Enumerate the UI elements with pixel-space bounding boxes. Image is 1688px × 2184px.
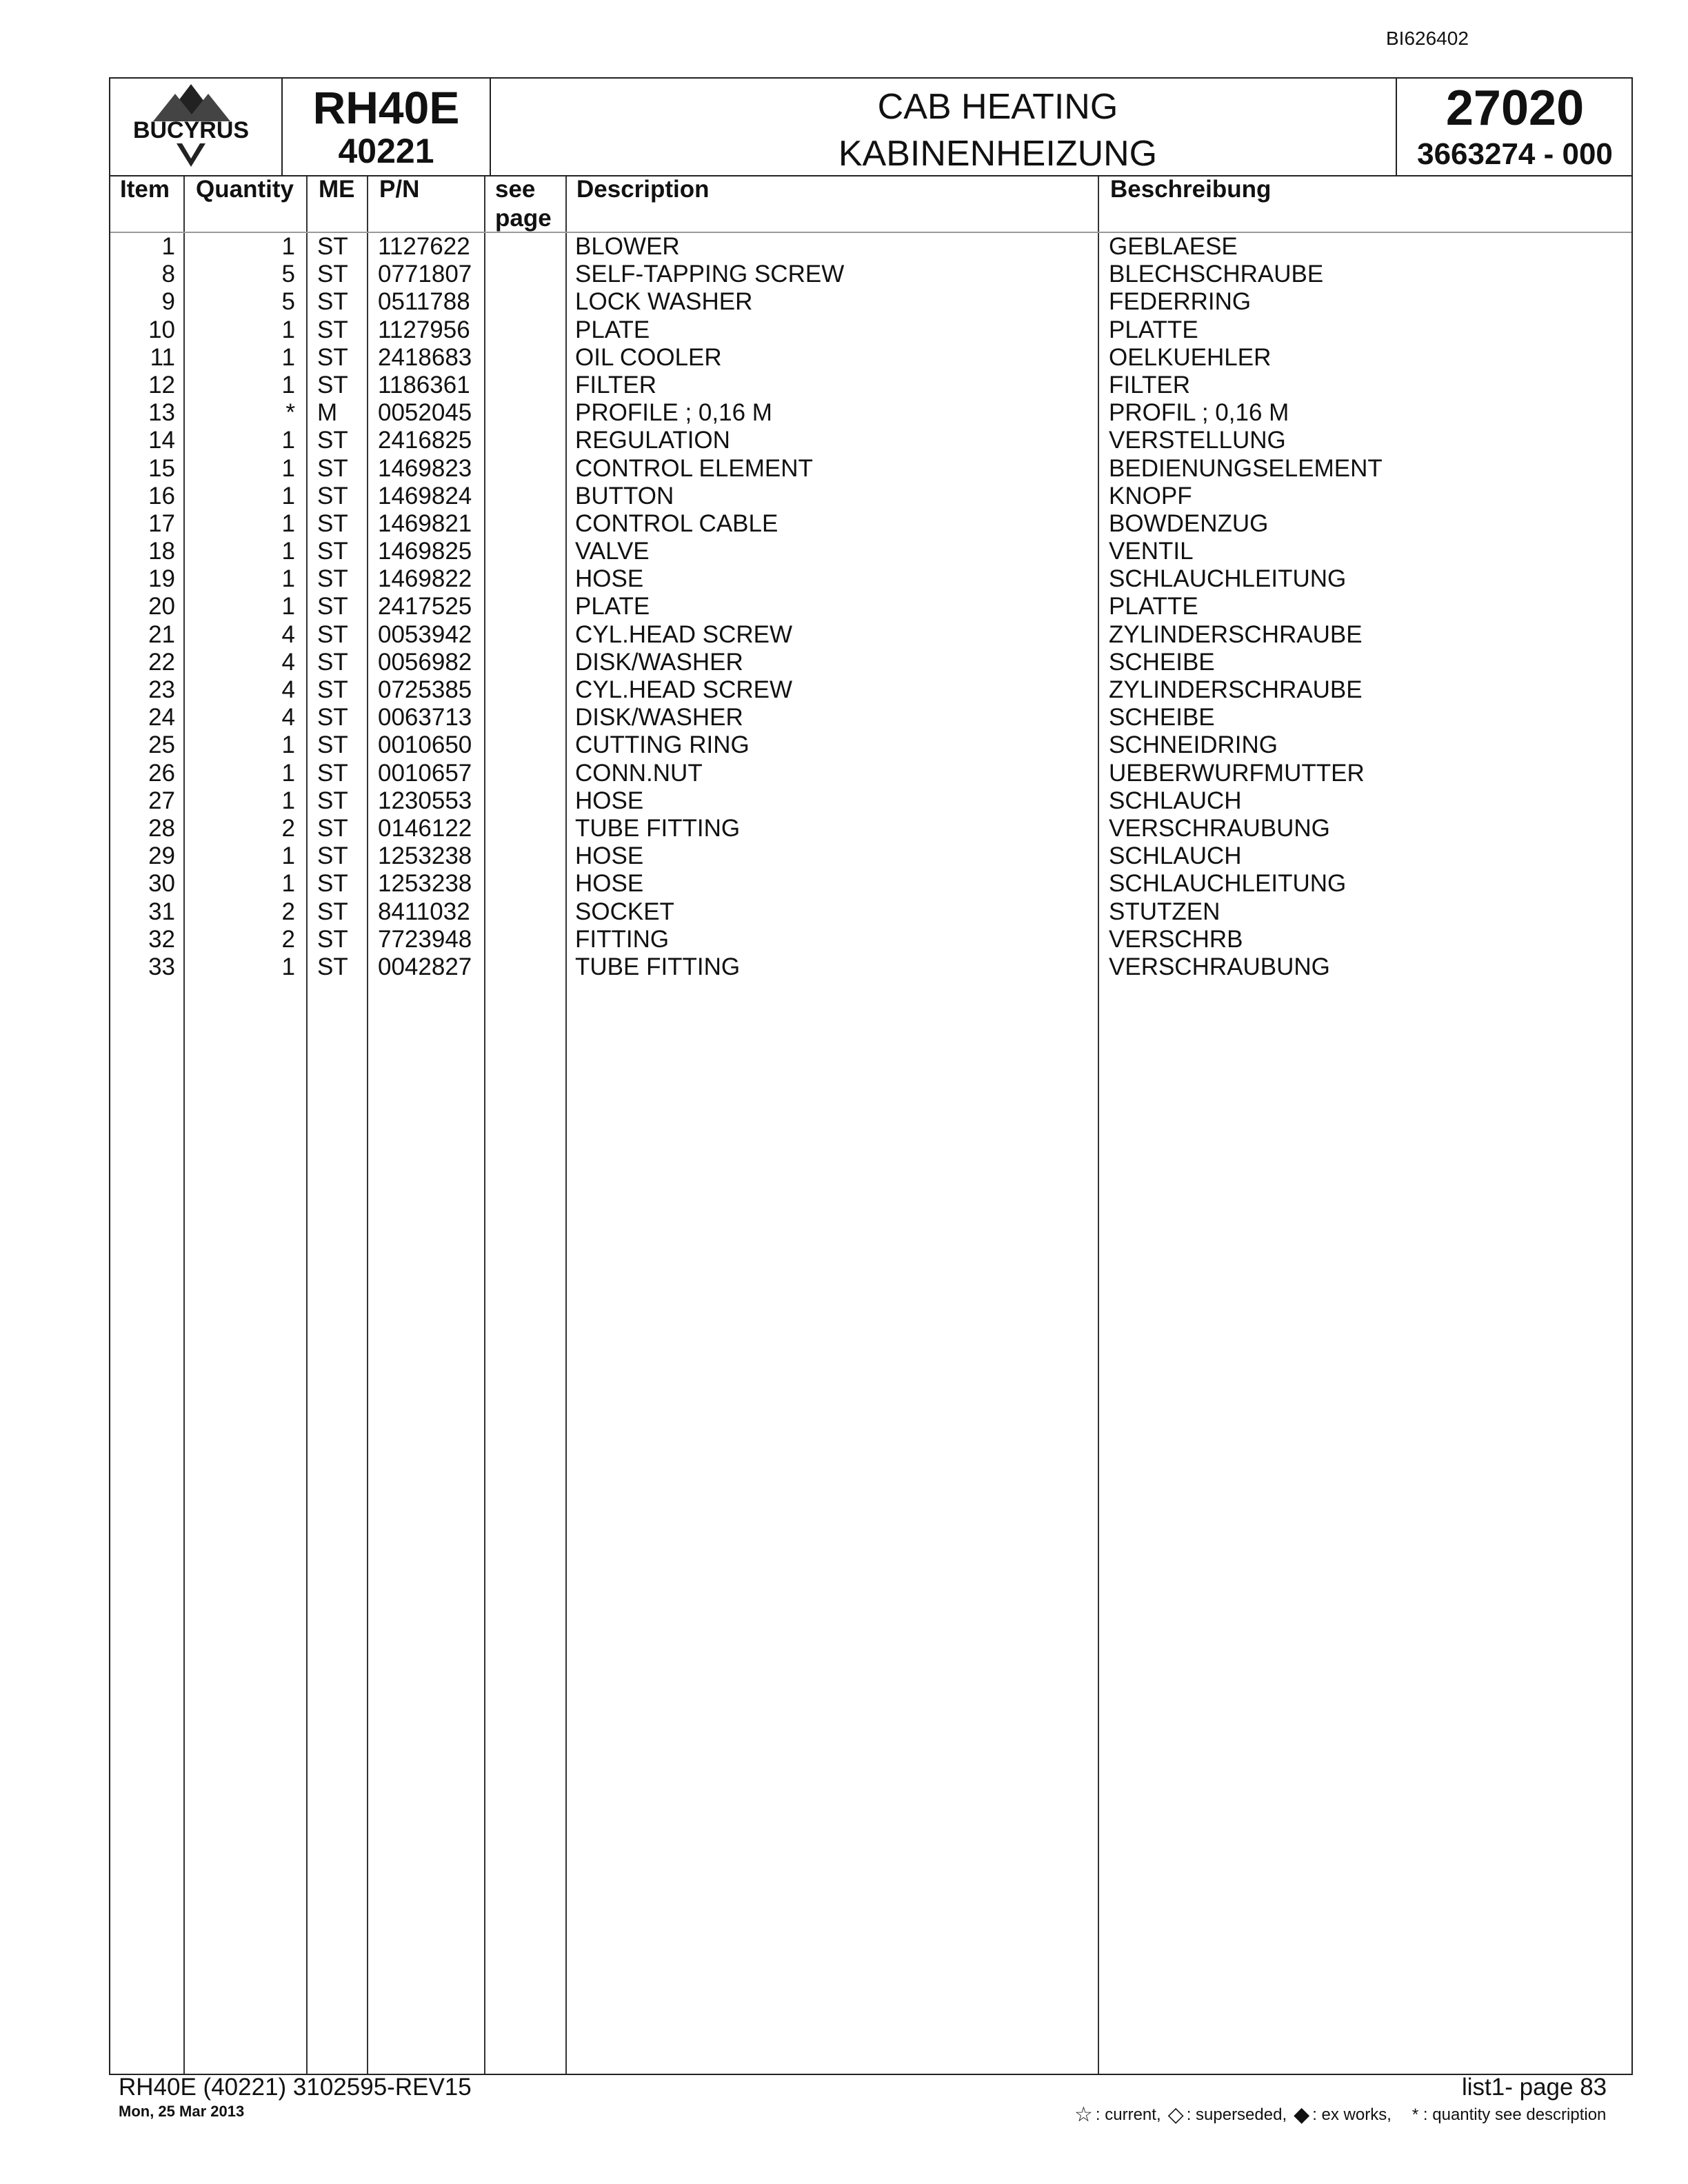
table-row bbox=[110, 898, 1634, 926]
column-header-pn: P/N bbox=[379, 176, 420, 203]
parts-table-body bbox=[110, 233, 1634, 981]
cell-part-number: 1186361 bbox=[378, 371, 470, 398]
cell-me: ST bbox=[317, 953, 348, 980]
cell-beschreibung: ZYLINDERSCHRAUBE bbox=[1109, 620, 1363, 648]
cell-part-number: 1253238 bbox=[378, 842, 472, 870]
document-id: BI626402 bbox=[1386, 28, 1469, 49]
cell-item: 8 bbox=[161, 261, 175, 288]
cell-part-number: 2417525 bbox=[378, 593, 472, 620]
diamond-filled-icon: ◆ bbox=[1294, 2103, 1310, 2126]
cell-part-number: 1469822 bbox=[378, 565, 472, 593]
cell-beschreibung: SCHLAUCH bbox=[1109, 842, 1242, 870]
cell-beschreibung: SCHLAUCHLEITUNG bbox=[1109, 870, 1347, 898]
cell-part-number: 0052045 bbox=[378, 399, 472, 427]
cell-beschreibung: PLATTE bbox=[1109, 316, 1198, 343]
cell-description: BLOWER bbox=[575, 233, 680, 260]
cell-description: CUTTING RING bbox=[575, 731, 750, 759]
cell-item: 25 bbox=[148, 731, 175, 759]
cell-description: OIL COOLER bbox=[575, 343, 722, 371]
page-title-german: KABINENHEIZUNG bbox=[838, 134, 1158, 174]
cell-beschreibung: FEDERRING bbox=[1109, 288, 1252, 316]
cell-description: CONTROL CABLE bbox=[575, 509, 778, 537]
cell-item: 20 bbox=[148, 593, 175, 620]
bucyrus-logo bbox=[117, 81, 265, 171]
cell-beschreibung: SCHEIBE bbox=[1109, 704, 1215, 731]
cell-quantity: 1 bbox=[281, 787, 295, 814]
cell-item: 22 bbox=[148, 648, 175, 676]
cell-beschreibung: VENTIL bbox=[1109, 538, 1194, 565]
column-header-see-page: see bbox=[495, 176, 536, 203]
cell-item: 11 bbox=[150, 343, 175, 371]
cell-quantity: 1 bbox=[281, 427, 295, 454]
cell-description: HOSE bbox=[575, 842, 644, 870]
cell-item: 32 bbox=[148, 925, 175, 953]
cell-beschreibung: BLECHSCHRAUBE bbox=[1109, 261, 1324, 288]
cell-part-number: 0010657 bbox=[378, 759, 472, 787]
cell-description: SELF-TAPPING SCREW bbox=[575, 261, 845, 288]
table-row bbox=[110, 510, 1634, 538]
legend-ex-works: : ex works, bbox=[1312, 2105, 1391, 2124]
table-row bbox=[110, 649, 1634, 676]
model-name: RH40E bbox=[312, 82, 460, 133]
cell-beschreibung: GEBLAESE bbox=[1109, 233, 1238, 260]
parts-list-frame bbox=[109, 77, 1633, 2075]
diamond-outline-icon: ◇ bbox=[1167, 2103, 1184, 2126]
cell-beschreibung: STUTZEN bbox=[1109, 898, 1220, 925]
table-row bbox=[110, 565, 1634, 593]
cell-part-number: 0511788 bbox=[378, 288, 470, 316]
cell-me: ST bbox=[317, 593, 348, 620]
cell-description: FILTER bbox=[575, 371, 656, 398]
cell-part-number: 0056982 bbox=[378, 648, 472, 676]
table-row bbox=[110, 399, 1634, 427]
cell-part-number: 7723948 bbox=[378, 925, 472, 953]
table-row bbox=[110, 815, 1634, 842]
page-title-english: CAB HEATING bbox=[877, 87, 1118, 127]
part-reference: 3663274 - 000 bbox=[1417, 137, 1613, 171]
cell-quantity: 4 bbox=[281, 620, 295, 648]
cell-beschreibung: VERSCHRAUBUNG bbox=[1109, 953, 1330, 980]
cell-beschreibung: VERSTELLUNG bbox=[1109, 427, 1286, 454]
footer-document-reference: RH40E (40221) 3102595-REV15 bbox=[119, 2074, 472, 2101]
cell-item: 12 bbox=[148, 371, 175, 398]
cell-beschreibung: SCHNEIDRING bbox=[1109, 731, 1278, 759]
column-header-item: Item bbox=[120, 176, 170, 203]
table-row bbox=[110, 288, 1634, 316]
cell-description: PLATE bbox=[575, 593, 650, 620]
cell-quantity: 1 bbox=[281, 343, 295, 371]
legend-quantity: * : quantity see description bbox=[1411, 2105, 1607, 2124]
cell-me: ST bbox=[317, 925, 348, 953]
cell-part-number: 1469824 bbox=[378, 482, 472, 509]
cell-description: CONTROL ELEMENT bbox=[575, 454, 813, 482]
cell-quantity: 1 bbox=[281, 509, 295, 537]
cell-me: ST bbox=[317, 676, 348, 703]
cell-item: 9 bbox=[161, 288, 175, 316]
cell-item: 21 bbox=[148, 620, 175, 648]
cell-quantity: 1 bbox=[281, 316, 295, 343]
cell-me: ST bbox=[317, 620, 348, 648]
cell-me: ST bbox=[317, 343, 348, 371]
model-number: 40221 bbox=[338, 132, 434, 170]
cell-quantity: 1 bbox=[281, 731, 295, 759]
cell-quantity: * bbox=[285, 399, 295, 427]
cell-part-number: 0042827 bbox=[378, 953, 472, 980]
cell-part-number: 0771807 bbox=[378, 261, 472, 288]
cell-beschreibung: SCHEIBE bbox=[1109, 648, 1215, 676]
cell-part-number: 1127956 bbox=[378, 316, 470, 343]
cell-quantity: 1 bbox=[281, 565, 295, 593]
cell-part-number: 1469825 bbox=[378, 538, 472, 565]
cell-description: CYL.HEAD SCREW bbox=[575, 676, 793, 703]
cell-beschreibung: FILTER bbox=[1109, 371, 1190, 398]
cell-me: ST bbox=[317, 842, 348, 870]
cell-beschreibung: PROFIL ; 0,16 M bbox=[1109, 399, 1289, 427]
cell-beschreibung: UEBERWURFMUTTER bbox=[1109, 759, 1365, 787]
cell-item: 19 bbox=[148, 565, 175, 593]
cell-item: 26 bbox=[148, 759, 175, 787]
cell-me: ST bbox=[317, 870, 348, 898]
column-header-see-page: page bbox=[495, 205, 552, 232]
svg-text:BUCYRUS: BUCYRUS bbox=[132, 117, 250, 143]
table-row bbox=[110, 953, 1634, 981]
column-header-quantity: Quantity bbox=[196, 176, 294, 203]
cell-item: 30 bbox=[148, 870, 175, 898]
cell-me: ST bbox=[317, 288, 348, 316]
cell-part-number: 1469823 bbox=[378, 454, 472, 482]
table-row bbox=[110, 676, 1634, 704]
table-row bbox=[110, 760, 1634, 787]
cell-quantity: 2 bbox=[281, 814, 295, 842]
cell-part-number: 0053942 bbox=[378, 620, 472, 648]
cell-description: TUBE FITTING bbox=[575, 814, 741, 842]
cell-quantity: 2 bbox=[281, 925, 295, 953]
cell-quantity: 1 bbox=[281, 870, 295, 898]
cell-item: 24 bbox=[148, 704, 175, 731]
cell-description: SOCKET bbox=[575, 898, 674, 925]
cell-part-number: 1127622 bbox=[378, 233, 470, 260]
table-row bbox=[110, 593, 1634, 620]
cell-description: HOSE bbox=[575, 565, 644, 593]
column-header-description: Description bbox=[576, 176, 710, 203]
cell-beschreibung: SCHLAUCH bbox=[1109, 787, 1242, 814]
cell-me: ST bbox=[317, 898, 348, 925]
table-row bbox=[110, 344, 1634, 372]
cell-beschreibung: OELKUEHLER bbox=[1109, 343, 1272, 371]
cell-part-number: 0010650 bbox=[378, 731, 472, 759]
table-row bbox=[110, 261, 1634, 288]
table-row bbox=[110, 704, 1634, 731]
cell-description: PLATE bbox=[575, 316, 650, 343]
cell-description: HOSE bbox=[575, 787, 644, 814]
table-row bbox=[110, 787, 1634, 815]
cell-description: VALVE bbox=[575, 538, 650, 565]
cell-description: PROFILE ; 0,16 M bbox=[575, 399, 772, 427]
cell-description: CYL.HEAD SCREW bbox=[575, 620, 793, 648]
cell-quantity: 5 bbox=[281, 288, 295, 316]
cell-part-number: 0725385 bbox=[378, 676, 472, 703]
cell-me: ST bbox=[317, 565, 348, 593]
table-row bbox=[110, 427, 1634, 454]
cell-item: 17 bbox=[148, 509, 175, 537]
cell-beschreibung: BEDIENUNGSELEMENT bbox=[1109, 454, 1383, 482]
cell-me: M bbox=[317, 399, 338, 427]
cell-part-number: 1230553 bbox=[378, 787, 472, 814]
cell-description: REGULATION bbox=[575, 427, 730, 454]
cell-part-number: 1253238 bbox=[378, 870, 472, 898]
cell-part-number: 1469821 bbox=[378, 509, 472, 537]
cell-description: CONN.NUT bbox=[575, 759, 703, 787]
cell-me: ST bbox=[317, 233, 348, 260]
column-header-me: ME bbox=[319, 176, 355, 203]
legend-superseded: : superseded, bbox=[1186, 2105, 1287, 2124]
cell-me: ST bbox=[317, 454, 348, 482]
group-number: 27020 bbox=[1445, 81, 1585, 136]
cell-description: FITTING bbox=[575, 925, 670, 953]
cell-quantity: 4 bbox=[281, 676, 295, 703]
table-row bbox=[110, 233, 1634, 261]
cell-me: ST bbox=[317, 316, 348, 343]
cell-item: 29 bbox=[148, 842, 175, 870]
cell-item: 15 bbox=[148, 454, 175, 482]
cell-quantity: 1 bbox=[281, 233, 295, 260]
cell-description: TUBE FITTING bbox=[575, 953, 741, 980]
cell-part-number: 8411032 bbox=[378, 898, 470, 925]
cell-me: ST bbox=[317, 371, 348, 398]
cell-description: DISK/WASHER bbox=[575, 704, 743, 731]
cell-beschreibung: VERSCHRB bbox=[1109, 925, 1243, 953]
cell-item: 14 bbox=[148, 427, 175, 454]
cell-me: ST bbox=[317, 814, 348, 842]
footer-legend bbox=[1067, 2103, 1606, 2127]
cell-item: 1 bbox=[161, 233, 175, 260]
cell-me: ST bbox=[317, 509, 348, 537]
cell-quantity: 1 bbox=[281, 454, 295, 482]
table-row bbox=[110, 870, 1634, 898]
cell-beschreibung: BOWDENZUG bbox=[1109, 509, 1269, 537]
cell-item: 10 bbox=[148, 316, 175, 343]
table-row bbox=[110, 455, 1634, 483]
cell-quantity: 5 bbox=[281, 261, 295, 288]
cell-quantity: 1 bbox=[281, 953, 295, 980]
cell-part-number: 0063713 bbox=[378, 704, 472, 731]
cell-quantity: 1 bbox=[281, 482, 295, 509]
table-row bbox=[110, 538, 1634, 565]
cell-beschreibung: ZYLINDERSCHRAUBE bbox=[1109, 676, 1363, 703]
cell-beschreibung: SCHLAUCHLEITUNG bbox=[1109, 565, 1347, 593]
cell-me: ST bbox=[317, 787, 348, 814]
cell-item: 23 bbox=[148, 676, 175, 703]
cell-me: ST bbox=[317, 704, 348, 731]
cell-quantity: 1 bbox=[281, 593, 295, 620]
cell-part-number: 2418683 bbox=[378, 343, 472, 371]
cell-me: ST bbox=[317, 427, 348, 454]
cell-item: 13 bbox=[148, 399, 175, 427]
cell-quantity: 2 bbox=[281, 898, 295, 925]
table-row bbox=[110, 842, 1634, 870]
cell-beschreibung: PLATTE bbox=[1109, 593, 1198, 620]
cell-item: 31 bbox=[148, 898, 175, 925]
cell-me: ST bbox=[317, 261, 348, 288]
column-header-beschreibung: Beschreibung bbox=[1110, 176, 1272, 203]
cell-description: BUTTON bbox=[575, 482, 674, 509]
cell-beschreibung: KNOPF bbox=[1109, 482, 1192, 509]
cell-me: ST bbox=[317, 731, 348, 759]
cell-item: 18 bbox=[148, 538, 175, 565]
table-row bbox=[110, 372, 1634, 399]
table-row bbox=[110, 621, 1634, 649]
legend-current: : current, bbox=[1095, 2105, 1161, 2124]
cell-quantity: 4 bbox=[281, 648, 295, 676]
cell-me: ST bbox=[317, 759, 348, 787]
cell-beschreibung: VERSCHRAUBUNG bbox=[1109, 814, 1330, 842]
cell-description: HOSE bbox=[575, 870, 644, 898]
table-row bbox=[110, 316, 1634, 344]
footer-page-number: list1- page 83 bbox=[1462, 2074, 1607, 2101]
cell-item: 16 bbox=[148, 482, 175, 509]
table-row bbox=[110, 926, 1634, 953]
cell-description: DISK/WASHER bbox=[575, 648, 743, 676]
cell-part-number: 2416825 bbox=[378, 427, 472, 454]
cell-item: 28 bbox=[148, 814, 175, 842]
table-row bbox=[110, 731, 1634, 759]
cell-me: ST bbox=[317, 648, 348, 676]
cell-quantity: 1 bbox=[281, 371, 295, 398]
cell-me: ST bbox=[317, 482, 348, 509]
cell-item: 33 bbox=[148, 953, 175, 980]
cell-part-number: 0146122 bbox=[378, 814, 472, 842]
cell-quantity: 4 bbox=[281, 704, 295, 731]
table-row bbox=[110, 483, 1634, 510]
cell-quantity: 1 bbox=[281, 759, 295, 787]
cell-description: LOCK WASHER bbox=[575, 288, 753, 316]
cell-item: 27 bbox=[148, 787, 175, 814]
cell-quantity: 1 bbox=[281, 842, 295, 870]
star-outline-icon: ☆ bbox=[1074, 2103, 1093, 2126]
cell-quantity: 1 bbox=[281, 538, 295, 565]
cell-me: ST bbox=[317, 538, 348, 565]
footer-date: Mon, 25 Mar 2013 bbox=[119, 2103, 245, 2120]
